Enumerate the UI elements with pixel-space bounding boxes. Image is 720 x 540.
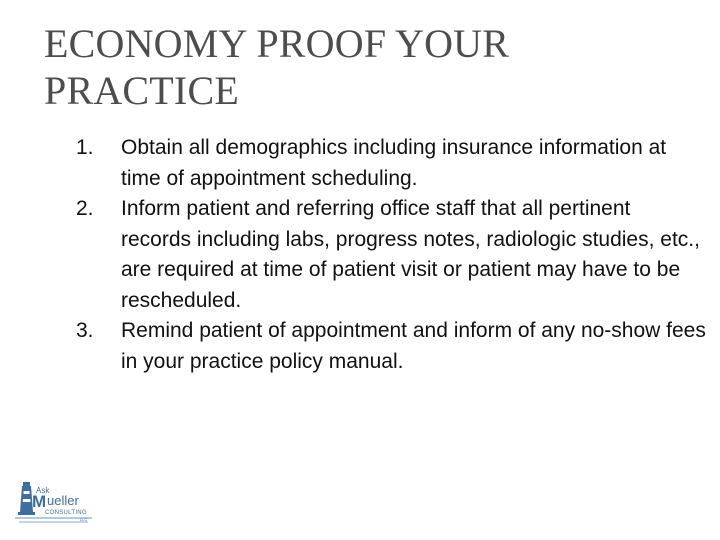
list-item-number: 1.	[76, 136, 94, 159]
list-item	[76, 133, 706, 194]
list-item-number: 2.	[76, 197, 94, 220]
numbered-list	[76, 133, 706, 377]
logo-line3: CONSULTING	[45, 510, 87, 516]
logo-line2-initial: M	[32, 492, 47, 511]
list-item-number: 3.	[76, 319, 94, 342]
list-item-text: Remind patient of appointment and inform of any no-show fees in your practice policy manual.	[121, 319, 706, 373]
list-item	[76, 316, 706, 377]
logo-line1: Ask	[36, 486, 50, 495]
company-logo	[14, 478, 94, 528]
logo-wordmark	[32, 486, 87, 522]
list-item-text: Inform patient and referring office staff that all pertinent records including labs, progress notes, radiologic studies, etc., are required at time of patient visit or patient may have to be rescheduled.	[121, 197, 700, 312]
list-item	[76, 194, 706, 316]
logo-line4: LLC	[80, 517, 88, 522]
slide-title: ECONOMY PROOF YOUR PRACTICE	[44, 21, 510, 113]
logo-line2-rest: ueller	[47, 493, 79, 508]
list-item-text: Obtain all demographics including insurance information at time of appointment scheduling.	[121, 136, 667, 190]
